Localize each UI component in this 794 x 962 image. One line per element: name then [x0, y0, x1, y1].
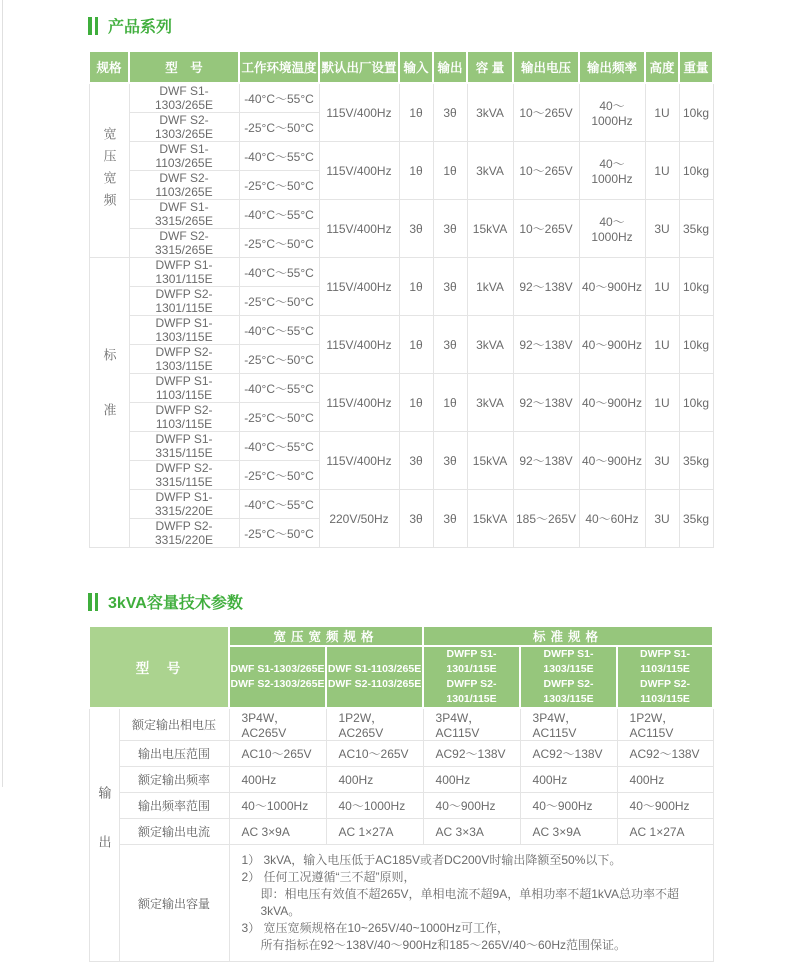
- temp-cell: -25°C～50°C: [239, 345, 319, 374]
- note-line: 2） 任何工况遵循“三不超”原则，: [241, 870, 416, 884]
- input-phase-cell: 3θ: [399, 490, 433, 548]
- capacity-notes: [229, 845, 713, 962]
- factory-cell: 115V/400Hz: [319, 432, 399, 490]
- model-name: DWFP S1-1103/115E: [640, 648, 691, 675]
- output-phase-cell: 1θ: [433, 142, 467, 200]
- param-label: 额定输出相电压: [119, 708, 229, 741]
- page-edge-line: [2, 0, 3, 787]
- factory-cell: 115V/400Hz: [319, 142, 399, 200]
- model-cell: DWF S2-1303/265E: [129, 113, 239, 142]
- voltage-cell: 10～265V: [513, 142, 579, 200]
- model-cell: DWFP S2-1103/115E: [129, 403, 239, 432]
- param-value: AC 3×9A: [229, 819, 326, 845]
- output-phase-cell: 3θ: [433, 490, 467, 548]
- param-value: 400Hz: [423, 767, 520, 793]
- spec-group-label: 宽压宽频: [101, 126, 117, 215]
- capacity-cell: 15kVA: [467, 200, 513, 258]
- param-value: AC 3×3A: [423, 819, 520, 845]
- input-phase-cell: 3θ: [399, 200, 433, 258]
- temp-cell: -40°C～55°C: [239, 83, 319, 113]
- section1-title: 产品系列: [108, 19, 173, 36]
- weight-cell: 10kg: [679, 142, 713, 200]
- header-capacity: 容 量: [467, 51, 513, 83]
- temp-cell: -40°C～55°C: [239, 258, 319, 287]
- frequency-cell: 40～1000Hz: [579, 200, 645, 258]
- param-value: AC 3×9A: [520, 819, 617, 845]
- temp-cell: -25°C～50°C: [239, 229, 319, 258]
- height-cell: 1U: [645, 374, 679, 432]
- height-cell: 3U: [645, 432, 679, 490]
- capacity-cell: 1kVA: [467, 258, 513, 316]
- section2-title: 3kVA容量技术参数: [108, 595, 243, 612]
- section1-title-row: [88, 0, 712, 37]
- spec-group-cell: [89, 83, 129, 258]
- model-name: DWFP S2-1103/115E: [640, 678, 691, 705]
- note-line: 即：相电压有效值不超265V，单相电流不超9A，单相功率不超1kVA总功率不超3kVA。: [260, 887, 679, 918]
- temp-cell: -40°C～55°C: [239, 200, 319, 229]
- param-label: 输出电压范围: [119, 741, 229, 767]
- temp-cell: -40°C～55°C: [239, 432, 319, 461]
- title-bars-icon: [88, 17, 98, 35]
- height-cell: 3U: [645, 200, 679, 258]
- model-cell: DWF S2-3315/265E: [129, 229, 239, 258]
- table-row: [89, 767, 713, 793]
- model-name: DWF S2-1303/265E: [230, 678, 325, 690]
- param-value: 3P4W，AC265V: [229, 708, 326, 741]
- model-cell: DWFP S2-3315/115E: [129, 461, 239, 490]
- param-value: AC10～265V: [229, 741, 326, 767]
- weight-cell: 35kg: [679, 432, 713, 490]
- capacity-cell: 3kVA: [467, 316, 513, 374]
- frequency-cell: 40～60Hz: [579, 490, 645, 548]
- voltage-cell: 185～265V: [513, 490, 579, 548]
- input-phase-cell: 1θ: [399, 258, 433, 316]
- model-cell: DWFP S1-1303/115E: [129, 316, 239, 345]
- weight-cell: 10kg: [679, 83, 713, 142]
- input-phase-cell: 1θ: [399, 142, 433, 200]
- model-name: DWFP S2-1301/115E: [446, 678, 497, 705]
- param-value: 400Hz: [326, 767, 423, 793]
- model-name: DWF S1-1303/265E: [230, 663, 325, 675]
- model-name: DWF S1-1103/265E: [327, 663, 422, 675]
- model-corner-header: 型 号: [89, 626, 229, 708]
- height-cell: 1U: [645, 316, 679, 374]
- header-input: 输入: [399, 51, 433, 83]
- param-value: 40～900Hz: [520, 793, 617, 819]
- spec-group-cell: [89, 258, 129, 548]
- frequency-cell: 40～1000Hz: [579, 142, 645, 200]
- table1-header-row: [89, 51, 713, 83]
- capacity-cell: 3kVA: [467, 142, 513, 200]
- group-header-standard: 标准规格: [423, 626, 713, 646]
- height-cell: 1U: [645, 83, 679, 142]
- param-label: 输出频率范围: [119, 793, 229, 819]
- temp-cell: -25°C～50°C: [239, 519, 319, 548]
- param-value: AC92～138V: [520, 741, 617, 767]
- model-cell: DWFP S1-3315/220E: [129, 490, 239, 519]
- table-row: [89, 741, 713, 767]
- temp-cell: -25°C～50°C: [239, 461, 319, 490]
- output-phase-cell: 3θ: [433, 200, 467, 258]
- model-cell: DWF S1-1303/265E: [129, 83, 239, 113]
- param-value: 400Hz: [229, 767, 326, 793]
- factory-cell: 115V/400Hz: [319, 83, 399, 142]
- tech-params-table: [88, 625, 714, 962]
- table-row: [89, 432, 713, 461]
- model-name: DWFP S1-1301/115E: [446, 648, 497, 675]
- section2-title-row: [88, 590, 712, 613]
- param-label: 额定输出频率: [119, 767, 229, 793]
- param-value: 40～1000Hz: [229, 793, 326, 819]
- model-cell: DWFP S2-3315/220E: [129, 519, 239, 548]
- frequency-cell: 40～900Hz: [579, 258, 645, 316]
- frequency-cell: 40～900Hz: [579, 432, 645, 490]
- header-frequency: 输出频率: [579, 51, 645, 83]
- voltage-cell: 92～138V: [513, 432, 579, 490]
- output-phase-cell: 3θ: [433, 316, 467, 374]
- weight-cell: 10kg: [679, 316, 713, 374]
- temp-cell: -25°C～50°C: [239, 171, 319, 200]
- model-cell: DWF S1-3315/265E: [129, 200, 239, 229]
- output-phase-cell: 3θ: [433, 432, 467, 490]
- input-phase-cell: 3θ: [399, 432, 433, 490]
- note-line: 1） 3kVA，输入电压低于AC185V或者DC200V时输出降额至50%以下。: [241, 853, 622, 867]
- factory-cell: 115V/400Hz: [319, 374, 399, 432]
- model-cell: DWFP S1-3315/115E: [129, 432, 239, 461]
- param-value: 40～1000Hz: [326, 793, 423, 819]
- temp-cell: -25°C～50°C: [239, 287, 319, 316]
- temp-cell: -25°C～50°C: [239, 403, 319, 432]
- table-row: [89, 490, 713, 519]
- table-row: [89, 83, 713, 113]
- param-label: 额定输出电流: [119, 819, 229, 845]
- weight-cell: 35kg: [679, 490, 713, 548]
- param-value: AC10～265V: [326, 741, 423, 767]
- product-series-table: [88, 50, 714, 548]
- voltage-cell: 92～138V: [513, 258, 579, 316]
- output-phase-cell: 3θ: [433, 83, 467, 142]
- side-group-label: 输出: [96, 786, 112, 884]
- model-name: DWFP S1-1303/115E: [543, 648, 594, 675]
- header-spec: 规格: [89, 51, 129, 83]
- temp-cell: -40°C～55°C: [239, 374, 319, 403]
- input-phase-cell: 1θ: [399, 374, 433, 432]
- model-cell: DWFP S1-1301/115E: [129, 258, 239, 287]
- table-row: [89, 845, 713, 962]
- output-phase-cell: 1θ: [433, 374, 467, 432]
- model-name: DWF S2-1103/265E: [327, 678, 422, 690]
- param-value: 400Hz: [617, 767, 713, 793]
- height-cell: 1U: [645, 142, 679, 200]
- table-row: [89, 258, 713, 287]
- voltage-cell: 92～138V: [513, 316, 579, 374]
- capacity-cell: 3kVA: [467, 374, 513, 432]
- weight-cell: 10kg: [679, 258, 713, 316]
- header-factory: 默认出厂设置: [319, 51, 399, 83]
- group-header-wide: 宽压宽频规格: [229, 626, 423, 646]
- factory-cell: 115V/400Hz: [319, 200, 399, 258]
- factory-cell: 220V/50Hz: [319, 490, 399, 548]
- temp-cell: -40°C～55°C: [239, 490, 319, 519]
- weight-cell: 35kg: [679, 200, 713, 258]
- voltage-cell: 10～265V: [513, 83, 579, 142]
- param-value: 1P2W，AC115V: [617, 708, 713, 741]
- voltage-cell: 10～265V: [513, 200, 579, 258]
- header-weight: 重量: [679, 51, 713, 83]
- table-row: [89, 316, 713, 345]
- model-header: [520, 646, 617, 708]
- note-line: 3） 宽压宽频规格在10~265V/40~1000Hz可工作，: [241, 921, 509, 935]
- table-row: [89, 819, 713, 845]
- param-value: 1P2W，AC265V: [326, 708, 423, 741]
- capacity-cell: 15kVA: [467, 490, 513, 548]
- param-value: AC 1×27A: [617, 819, 713, 845]
- document-page: [88, 0, 712, 962]
- factory-cell: 115V/400Hz: [319, 316, 399, 374]
- model-cell: DWFP S2-1303/115E: [129, 345, 239, 374]
- param-value: AC92～138V: [617, 741, 713, 767]
- header-model: 型 号: [129, 51, 239, 83]
- model-name: DWFP S2-1303/115E: [543, 678, 594, 705]
- height-cell: 3U: [645, 490, 679, 548]
- model-cell: DWF S2-1103/265E: [129, 171, 239, 200]
- frequency-cell: 40～1000Hz: [579, 83, 645, 142]
- param-label: 额定输出容量: [119, 845, 229, 962]
- param-value: 3P4W，AC115V: [520, 708, 617, 741]
- note-line: 所有指标在92～138V/40～900Hz和185～265V/40～60Hz范围保证。: [260, 938, 626, 952]
- model-header: [326, 646, 423, 708]
- header-height: 高度: [645, 51, 679, 83]
- height-cell: 1U: [645, 258, 679, 316]
- output-phase-cell: 3θ: [433, 258, 467, 316]
- model-cell: DWFP S2-1301/115E: [129, 287, 239, 316]
- header-temp: 工作环境温度: [239, 51, 319, 83]
- model-header: [229, 646, 326, 708]
- table-row: [89, 708, 713, 741]
- temp-cell: -40°C～55°C: [239, 142, 319, 171]
- param-value: AC92～138V: [423, 741, 520, 767]
- frequency-cell: 40～900Hz: [579, 374, 645, 432]
- model-cell: DWFP S1-1103/115E: [129, 374, 239, 403]
- side-group-cell: [89, 708, 119, 962]
- param-value: AC 1×27A: [326, 819, 423, 845]
- param-value: 3P4W，AC115V: [423, 708, 520, 741]
- table-row: [89, 142, 713, 171]
- param-value: 400Hz: [520, 767, 617, 793]
- table2-group-header-row: [89, 626, 713, 646]
- param-value: 40～900Hz: [423, 793, 520, 819]
- capacity-cell: 3kVA: [467, 83, 513, 142]
- param-value: 40～900Hz: [617, 793, 713, 819]
- factory-cell: 115V/400Hz: [319, 258, 399, 316]
- weight-cell: 10kg: [679, 374, 713, 432]
- header-voltage: 输出电压: [513, 51, 579, 83]
- table-row: [89, 793, 713, 819]
- temp-cell: -25°C～50°C: [239, 113, 319, 142]
- table-row: [89, 374, 713, 403]
- temp-cell: -40°C～55°C: [239, 316, 319, 345]
- spec-group-label: 标准: [101, 347, 117, 458]
- model-header: [617, 646, 713, 708]
- table-row: [89, 200, 713, 229]
- title-bars-icon: [88, 593, 98, 611]
- model-cell: DWF S1-1103/265E: [129, 142, 239, 171]
- model-header: [423, 646, 520, 708]
- input-phase-cell: 1θ: [399, 83, 433, 142]
- frequency-cell: 40～900Hz: [579, 316, 645, 374]
- header-output: 输出: [433, 51, 467, 83]
- input-phase-cell: 1θ: [399, 316, 433, 374]
- capacity-cell: 15kVA: [467, 432, 513, 490]
- voltage-cell: 92～138V: [513, 374, 579, 432]
